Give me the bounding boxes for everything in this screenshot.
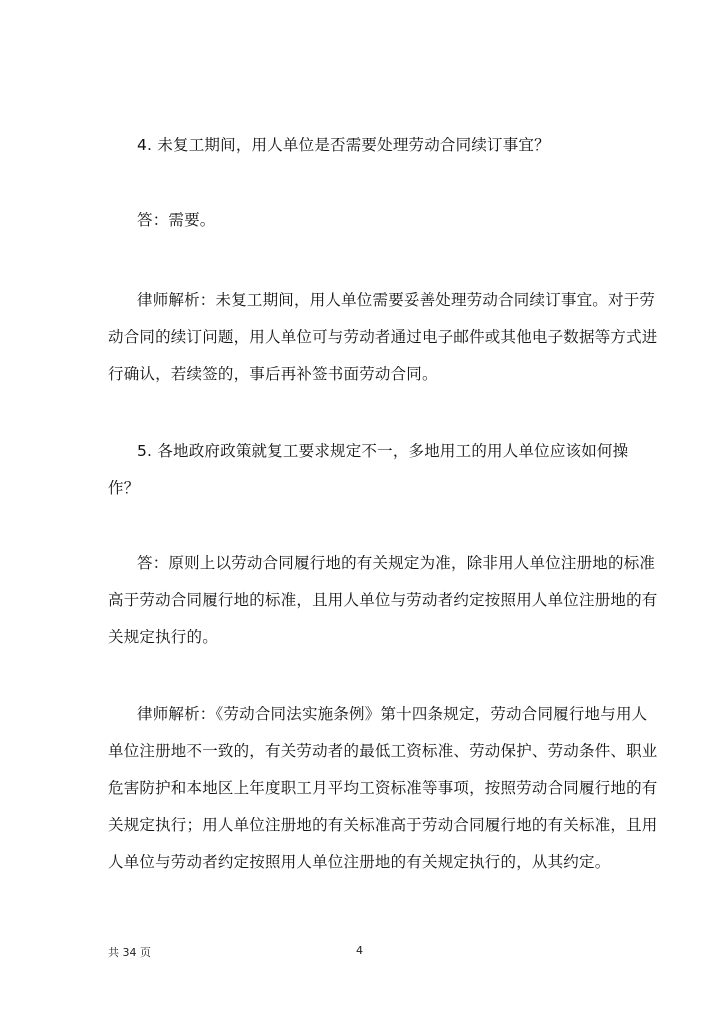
question-5-line-1: 5. 各地政府政策就复工要求规定不一，多地用工的用人单位应该如何操 — [137, 442, 629, 460]
footer-page-number: 4 — [356, 944, 363, 957]
analysis-5-line-3: 危害防护和本地区上年度职工月平均工资标准等事项，按照劳动合同履行地的有 — [108, 779, 658, 797]
answer-4: 答：需要。 — [137, 211, 216, 229]
answer-5-line-2: 高于劳动合同履行地的标准，且用人单位与劳动者约定按照用人单位注册地的有 — [108, 591, 658, 609]
footer-total-pages: 共 34 页 — [108, 946, 151, 959]
analysis-5-line-1: 律师解析：《劳动合同法实施条例》第十四条规定，劳动合同履行地与用人 — [137, 705, 648, 723]
analysis-4-line-3: 行确认，若续签的，事后再补签书面劳动合同。 — [108, 365, 438, 383]
analysis-5-line-2: 单位注册地不一致的，有关劳动者的最低工资标准、劳动保护、劳动条件、职业 — [108, 742, 658, 760]
analysis-5-line-5: 人单位与劳动者约定按照用人单位注册地的有关规定执行的，从其约定。 — [108, 853, 611, 871]
analysis-4-line-1: 律师解析：未复工期间，用人单位需要妥善处理劳动合同续订事宜。对于劳 — [137, 291, 656, 309]
answer-5-line-1: 答：原则上以劳动合同履行地的有关规定为准，除非用人单位注册地的标准 — [137, 554, 656, 572]
answer-5-line-3: 关规定执行的。 — [108, 628, 218, 646]
question-5-line-2: 作？ — [108, 479, 140, 497]
analysis-5-line-4: 关规定执行；用人单位注册地的有关标准高于劳动合同履行地的有关标准，且用 — [108, 816, 658, 834]
analysis-4-line-2: 动合同的续订问题，用人单位可与劳动者通过电子邮件或其他电子数据等方式进 — [108, 328, 658, 346]
question-4: 4. 未复工期间，用人单位是否需要处理劳动合同续订事宜？ — [137, 136, 550, 154]
